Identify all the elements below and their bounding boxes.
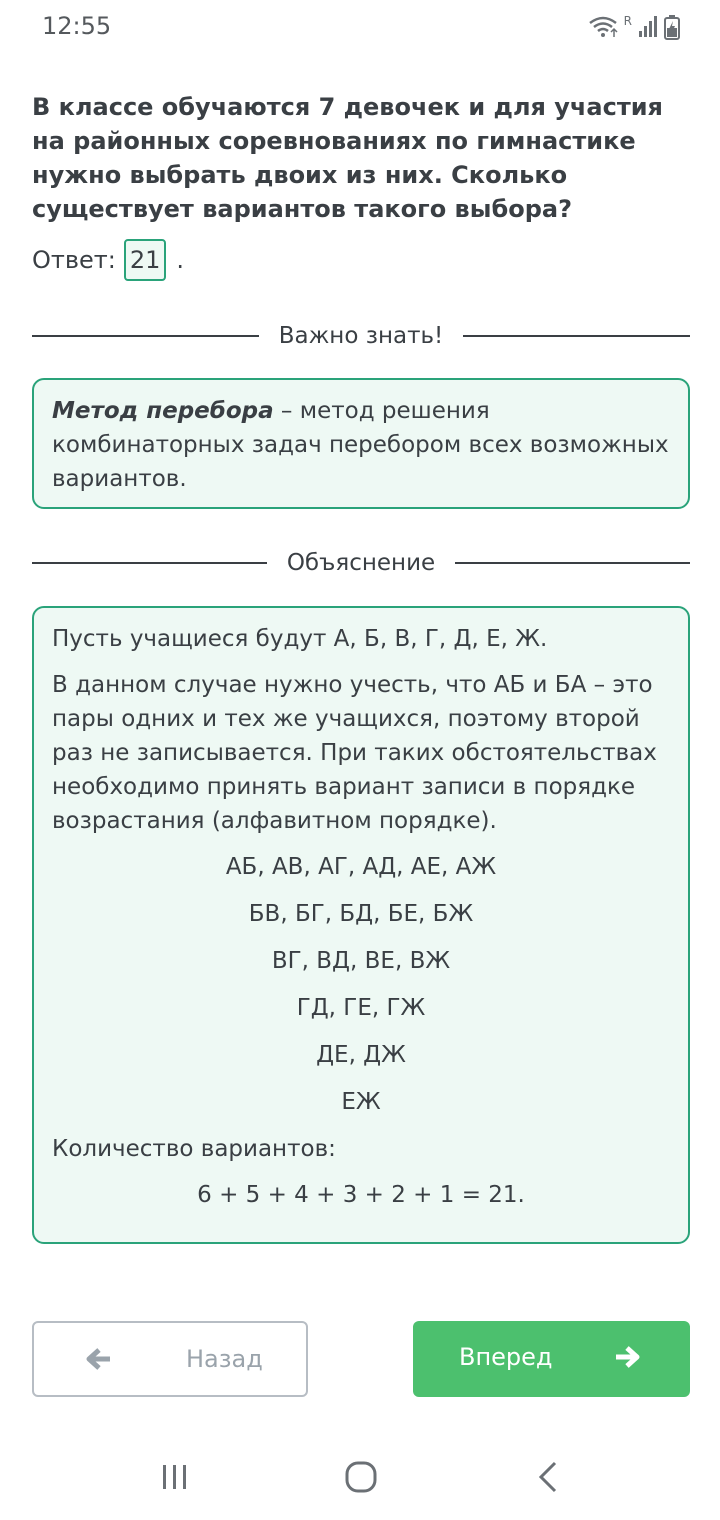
explanation-card bbox=[32, 606, 690, 1244]
important-card bbox=[32, 378, 690, 509]
combination-line: АБ, АВ, АГ, АД, АЕ, АЖ bbox=[225, 854, 497, 880]
back-label: Назад bbox=[186, 1345, 263, 1373]
wifi-icon bbox=[588, 15, 618, 39]
divider-line bbox=[32, 562, 267, 564]
arrow-left-icon bbox=[84, 1345, 112, 1379]
question-text: В классе обучаются 7 девочек и для участия на районных соревнованиях по гимнастике нужно выбрать двоих из них. Сколько существует вариантов такого выбора? bbox=[32, 93, 663, 223]
arrow-right-icon bbox=[614, 1343, 642, 1377]
divider-line bbox=[32, 335, 259, 337]
recent-apps-icon[interactable] bbox=[160, 1462, 190, 1492]
combination-line: БВ, БГ, БД, БЕ, БЖ bbox=[248, 901, 474, 927]
explanation-divider bbox=[32, 543, 690, 583]
status-icons bbox=[588, 14, 680, 40]
status-time: 12:55 bbox=[42, 12, 112, 40]
divider-line bbox=[455, 562, 690, 564]
status-bar bbox=[0, 0, 720, 56]
combination-line: ВГ, ВД, ВЕ, ВЖ bbox=[271, 948, 451, 974]
formula: 6 + 5 + 4 + 3 + 2 + 1 = 21. bbox=[197, 1182, 525, 1208]
important-heading: Важно знать! bbox=[278, 323, 444, 349]
count-label: Количество вариантов: bbox=[52, 1136, 336, 1162]
definition: – метод решения комбинаторных задач перебором всех возможных вариантов. bbox=[52, 398, 669, 492]
back-button[interactable] bbox=[32, 1321, 308, 1397]
answer-label: Ответ: bbox=[32, 246, 116, 274]
important-divider bbox=[32, 316, 690, 356]
answer-row bbox=[32, 238, 184, 282]
explanation-heading: Объяснение bbox=[286, 550, 436, 576]
answer-suffix: . bbox=[176, 246, 185, 274]
explanation-intro: Пусть учащиеся будут А, Б, В, Г, Д, Е, Ж. bbox=[52, 626, 548, 652]
home-icon[interactable] bbox=[344, 1460, 378, 1494]
combination-line: ГД, ГЕ, ГЖ bbox=[296, 995, 426, 1021]
divider-line bbox=[463, 335, 690, 337]
answer-input[interactable]: 21 bbox=[124, 239, 167, 281]
forward-button[interactable] bbox=[413, 1321, 690, 1397]
back-nav-icon[interactable] bbox=[536, 1460, 560, 1494]
combination-line: ДЕ, ДЖ bbox=[316, 1042, 406, 1068]
forward-label: Вперед bbox=[459, 1343, 553, 1371]
combination-list bbox=[52, 850, 670, 1119]
roaming-indicator: R bbox=[623, 14, 632, 28]
battery-icon bbox=[664, 14, 680, 40]
term: Метод перебора bbox=[52, 398, 274, 424]
combination-line: ЕЖ bbox=[341, 1089, 381, 1115]
explanation-note: В данном случае нужно учесть, что АБ и БА – это пары одних и тех же учащихся, поэтому второй раз не записывается. При таких обстоятельствах необходимо принять вариант записи в порядке возрастания (алфавитном порядке). bbox=[52, 672, 657, 834]
signal-icon bbox=[638, 15, 658, 39]
system-nav-bar bbox=[0, 1440, 720, 1520]
